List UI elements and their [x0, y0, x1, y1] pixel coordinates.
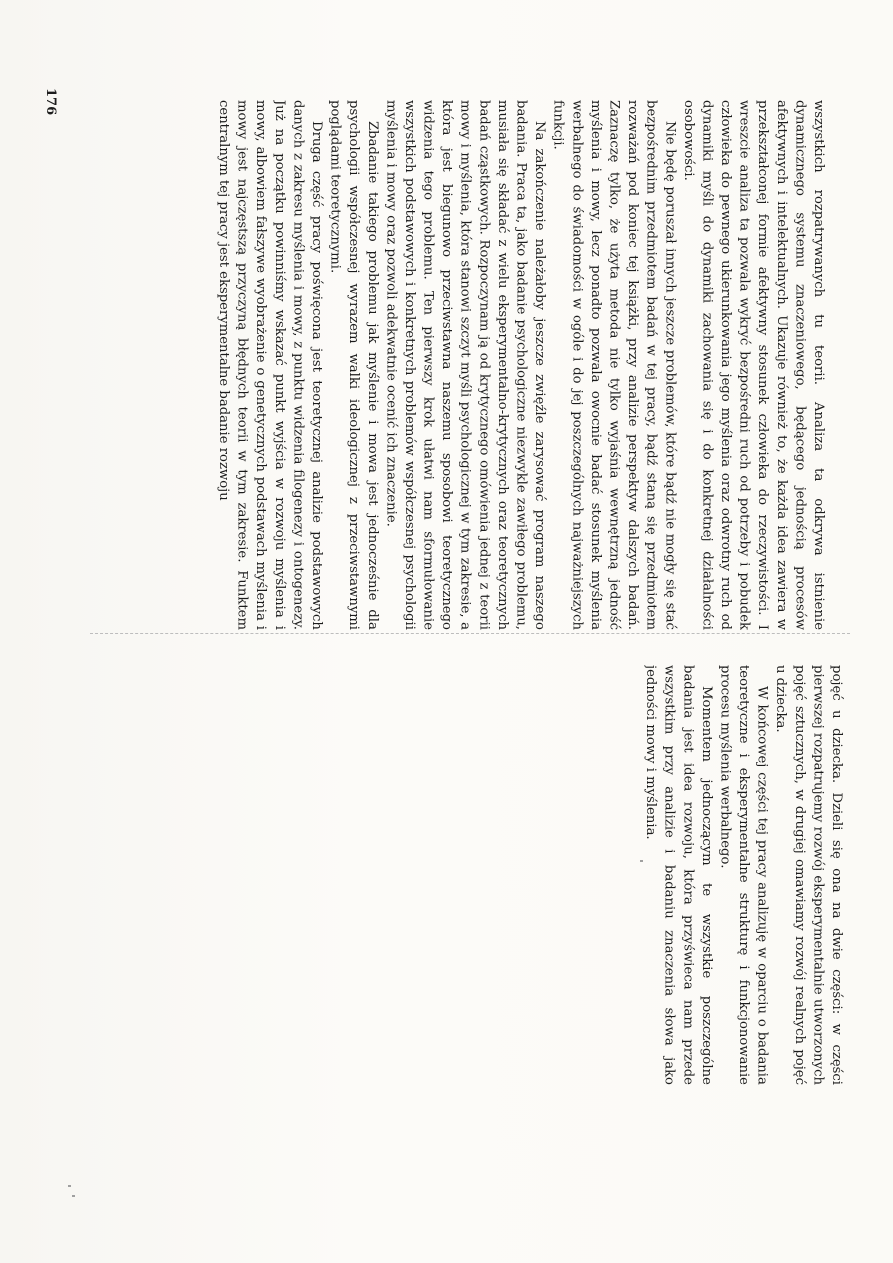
- paragraph: Momentem jednoczącym te wszystkie poszczególne badania jest idea rozwoju, która przyświeca nam przede wszystkim przy analizie i badaniu znaczenia słowa jako jedności mowy i myślenia.: [643, 665, 714, 1085]
- paragraph: Na zakończenie należałoby jeszcze zwięźle zarysować program naszego badania. Praca ta, jako badanie psychologiczne niezwykle zawiłego problemu, musiała się składać z wielu eksperymentalno-krytycznych oraz teoretycznych badań cząstkowych. Rozpoczynam ją od krytycznego omówienia jednej z teorii mowy i myślenia, która stanowi szczyt myśli psychologicznej w tym zakresie, a która jest biegunowo przeciwstawna naszemu sposobowi teoretycznego widzenia tego problemu. Ten pierwszy krok ułatwi nam sformułowanie wszystkich podstawowych i konkretnych problemów współczesnej psychologii myślenia i mowy oraz pozwoli adekwatnie ocenić ich znaczenie.: [383, 100, 548, 630]
- page-number: 176: [43, 88, 58, 116]
- left-page-text: [85, 100, 827, 630]
- scan-speck: [68, 1185, 71, 1187]
- paragraph: Nie będę poruszał innych jeszcze problemów, które bądź nie mogły się stać bezpośrednim przedmiotem badań w tej pracy, bądź staną się przedmiotem rozważań pod koniec tej książki, przy analizie perspektyw dalszych badań. Zaznaczę tylko, że użyta metoda nie tylko wyjaśnia wewnętrzną jedność myślenia i mowy, lecz ponadto pozwala owocnie badać stosunek myślenia werbalnego do świadomości w ogóle i do jej poszczególnych najważniejszych funkcji.: [550, 100, 678, 630]
- paragraph: Zbadanie takiego problemu jak myślenie i mowa jest jednocześnie dla psychologii współczesnej wyrazem walki ideologicznej z przeciwstawnymi poglądami teoretycznymi.: [327, 100, 380, 630]
- page-fold-divider: [90, 633, 850, 634]
- scan-speck: [640, 860, 643, 862]
- right-page-text: [630, 665, 845, 1085]
- paragraph: wszystkich rozpatrywanych tu teorii. Analiza ta odkrywa istnienie dynamicznego systemu znaczeniowego, będącego jednością procesów afektywnych i intelektualnych. Ukazuje również to, że każda idea zawiera w przekształconej formie afektywny stosunek człowieka do rzeczywistości. I wreszcie analiza ta pozwala wykryć bezpośredni ruch od potrzeby i pobudek człowieka do pewnego ukierunkowania jego myślenia oraz odwrotny ruch od dynamiki myśli do dynamiki zachowania się i do konkretnej działalności osobowości.: [680, 100, 826, 630]
- paragraph: pojęć u dziecka. Dzieli się ona na dwie części: w części pierwszej rozpatrujemy rozwój eksperymentalnie utworzonych pojęć sztucznych, w drugiej omawiamy rozwój realnych pojęć u dziecka.: [773, 665, 844, 1085]
- paragraph: Druga część pracy poświęcona jest teoretycznej analizie podstawowych danych z zakresu myślenia i mowy, z punktu widzenia filogenezy i ontogenezy. Już na początku powinniśmy wskazać punkt wyjścia w rozwoju myślenia i mowy, albowiem fałszywe wyobrażenie o genetycznych podstawach myślenia i mowy jest najczęstszą przyczyną błędnych teorii w tym zakresie. Funktem centralnym tej pracy jest eksperymentalne badanie rozwoju: [216, 100, 324, 630]
- paragraph: W końcowej części tej pracy analizuję w oparciu o badania teoretyczne i eksperymentalne strukturę i funkcjonowanie procesu myślenia werbalnego.: [717, 665, 770, 1085]
- scan-speck: [72, 1195, 75, 1197]
